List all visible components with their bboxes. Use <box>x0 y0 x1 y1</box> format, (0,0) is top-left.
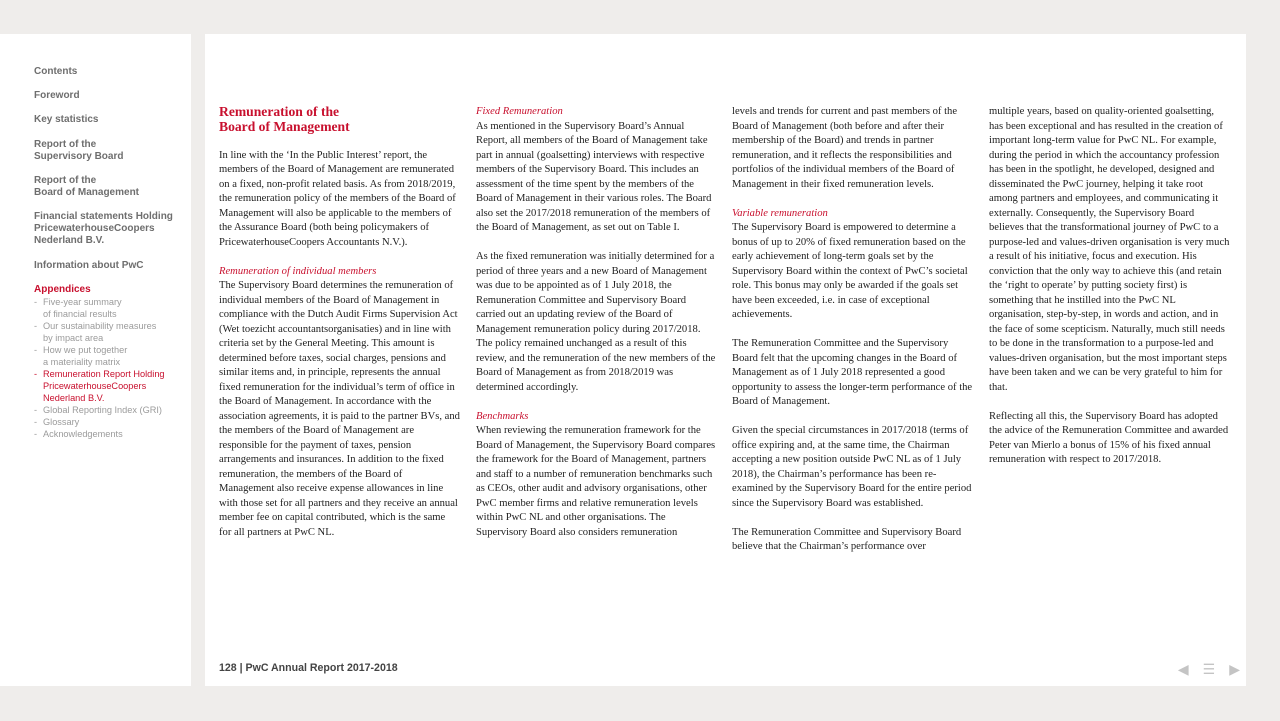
variable-paragraph-3: Given the special circumstances in 2017/2018 (terms of office expiring and, at the same time, the Chairman accepting a new position outside PwC NL as of 1 July 2018), the Chairman’s performance has been re-examined by the Supervisory Board for the entire period since the Supervisory Board was established. <box>732 425 972 509</box>
sub-item-label: How we put together a materiality matrix <box>43 345 128 367</box>
sub-item-label: Glossary <box>43 417 80 427</box>
dash-marker: - <box>34 321 38 331</box>
nav-item-appendices[interactable]: Appendices <box>34 284 91 295</box>
benchmarks-continuation: levels and trends for current and past members of the Board of Management (both before and after their membership of the Board) and trends in partner remuneration, and it reflects the responsibilities and portfolios of the individual members of the Board of Management in their fixed remuneration levels. <box>732 106 958 190</box>
sub-item-label: Global Reporting Index (GRI) <box>43 405 162 415</box>
sub-item-five-year-summary[interactable] <box>34 296 184 320</box>
dash-marker: - <box>34 417 38 427</box>
sidebar <box>0 34 191 686</box>
sub-item-label: Acknowledgements <box>43 429 123 439</box>
individual-paragraph: The Supervisory Board determines the remuneration of individual members of the Board of Management in compliance with the Dutch Audit Firms Supervision Act (Wet toezicht accountantsorganisaties) and in line with criteria set by the General Meeting. This amount is determined before taxes, social charges, pensions and similar items and, in principle, represents the annual fixed remuneration for the individual’s term of office in the Board of Management. In accordance with the association agreements, it is paid to the partner BVs, and the members of the Board of Management are responsible for the payment of taxes, pension arrangements and insurances. In addition to the fixed remuneration, the members of the Board of Management also receive expense allowances in line with those set for all partners and they receive an annual member fee on capital contributed, which is the same for all partners at PwC NL. <box>219 280 460 538</box>
previous-page-icon[interactable]: ◀ <box>1177 661 1189 677</box>
sub-item-label: Five-year summary of financial results <box>43 297 122 319</box>
document-page <box>205 34 1246 686</box>
nav-item-information-about-pwc[interactable]: Information about PwC <box>34 260 144 271</box>
variable-paragraph-1: The Supervisory Board is empowered to determine a bonus of up to 20% of fixed remuneration based on the early achievement of long-term goals set by the Supervisory Board within the context of PwC’s societal role. This bonus may only be awarded if the goals set have been exceeded, i.e. in case of exceptional achievements. <box>732 222 968 320</box>
text-column-3 <box>732 105 973 555</box>
sub-item-sustainability-measures[interactable] <box>34 320 184 344</box>
benchmarks-paragraph: When reviewing the remuneration framework for the Board of Management, the Supervisory Board compares the framework for the Board of Management, partners and staff to a number of remuneration benchmarks such as CEOs, other audit and advisory organisations, other PwC member firms and relative remuneration levels within PwC NL and other organisations. The Supervisory Board also considers remuneration <box>476 425 716 538</box>
nav-item-contents[interactable]: Contents <box>34 66 78 77</box>
section-heading-fixed: Fixed Remuneration <box>476 106 563 117</box>
sub-item-label: Our sustainability measures by impact area <box>43 321 157 343</box>
sub-item-glossary[interactable] <box>34 416 184 428</box>
dash-marker: - <box>34 429 38 439</box>
dash-marker: - <box>34 369 38 379</box>
text-column-4 <box>989 105 1230 468</box>
nav-item-report-supervisory-board[interactable]: Report of the Supervisory Board <box>34 139 124 162</box>
sub-item-acknowledgements[interactable] <box>34 428 184 440</box>
page-controls <box>1178 661 1240 677</box>
sub-item-gri[interactable] <box>34 404 184 416</box>
page-footer: 128 | PwC Annual Report 2017-2018 <box>219 662 398 674</box>
nav-item-report-board-of-management[interactable]: Report of the Board of Management <box>34 175 140 198</box>
dash-marker: - <box>34 297 38 307</box>
dash-marker: - <box>34 405 38 415</box>
section-heading-benchmarks: Benchmarks <box>476 410 529 422</box>
page-title: Remuneration of the Board of Management <box>219 104 350 134</box>
nav-item-financial-statements[interactable]: Financial statements Holding PricewaterhouseCoopers Nederland B.V. <box>34 211 173 246</box>
next-page-icon[interactable]: ▶ <box>1229 661 1240 677</box>
section-heading-variable: Variable remuneration <box>732 207 828 219</box>
intro-paragraph: In line with the ‘In the Public Interest’ report, the members of the Board of Management are remunerated on a fixed, non-profit related basis. As from 2018/2019, the remuneration policy of the members of the Board of Management will also be applicable to the members of the Assurance Board (both being policymakers of PricewaterhouseCoopers Accountants N.V.). <box>219 149 456 248</box>
sub-item-label: Remuneration Report Holding PricewaterhouseCoopers Nederland B.V. <box>43 369 165 403</box>
variable-paragraph-4: The Remuneration Committee and Supervisory Board believe that the Chairman’s performance over <box>732 526 962 552</box>
fixed-paragraph-2: As the fixed remuneration was initially determined for a period of three years and a new Board of Management was due to be appointed as of 1 July 2018, the Remuneration Committee and Supervisory Board carried out an updating review of the Board of Management remuneration policy during 2017/2018. The policy remained unchanged as a result of this review, and the remuneration of the new members of the Board of Management as from 2018/2019 was determined accordingly. <box>476 251 716 393</box>
nav-item-key-statistics[interactable]: Key statistics <box>34 114 99 125</box>
variable-paragraph-2: The Remuneration Committee and the Supervisory Board felt that the upcoming changes in the Board of Management as of 1 July 2018 represented a good opportunity to assess the longer-term performance of the Board of Management. <box>732 338 973 407</box>
text-column-2 <box>476 105 717 540</box>
sub-item-materiality-matrix[interactable] <box>34 344 184 368</box>
dash-marker: - <box>34 345 38 355</box>
variable-continuation: multiple years, based on quality-oriented goalsetting, has been exceptional and has resulted in the creation of important long-term value for PwC NL. For example, during the period in which the accountancy profession has been in the spotlight, he developed, designed and disseminated the PwC journey, helping it take root among partners and employees, and communicating it externally. Consequently, the Supervisory Board believes that the transformational journey of PwC to a purpose-led and values-driven organisation is very much a result of his initiative, focus and execution. His conviction that the only way to achieve this (and retain the ‘right to operate’ by putting society first) is something that he instilled into the PwC NL organisation, step-by-step, in words and action, and in the face of some scepticism. Naturally, much still needs to be done in the transformation to a purpose-led and values-driven organisation, but the most important steps have been taken and we can be very grateful to him for that. <box>989 106 1230 393</box>
section-heading-individual: Remuneration of individual members <box>219 265 377 277</box>
appendices-sublist <box>34 296 184 440</box>
fixed-paragraph-1: As mentioned in the Supervisory Board’s Annual Report, all members of the Board of Management take part in annual (goalsetting) interviews with respective members of the Supervisory Board. This includes an assessment of the time spent by the members of the Board of Management in their various roles. The Board also set the 2017/2018 remuneration of the members of the Board of Management, as set out on Table I. <box>476 120 712 233</box>
text-column-1 <box>219 105 460 540</box>
sub-item-remuneration-report[interactable] <box>34 368 184 404</box>
nav-item-foreword[interactable]: Foreword <box>34 90 80 101</box>
conclusion-paragraph: Reflecting all this, the Supervisory Board has adopted the advice of the Remuneration Committee and awarded Peter van Mierlo a bonus of 15% of his fixed annual remuneration with respect to 2017/2018. <box>989 410 1229 465</box>
menu-icon[interactable]: ☰ <box>1202 661 1216 677</box>
